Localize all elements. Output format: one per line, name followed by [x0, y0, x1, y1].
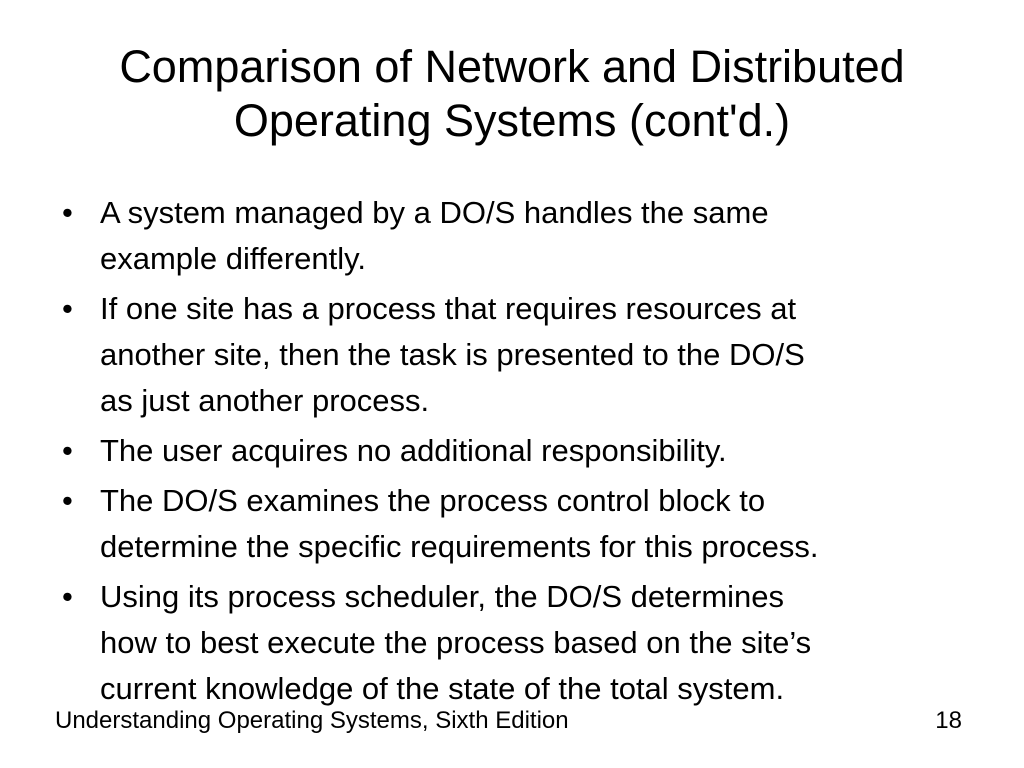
bullet-item-1 [56, 190, 976, 282]
bullet-1-line-1: A system managed by a DO/S handles the same [100, 195, 769, 230]
slide-title-line-1: Comparison of Network and Distributed [119, 41, 905, 92]
bullet-icon: • [62, 291, 73, 326]
bullet-icon: • [62, 579, 73, 614]
slide-title [40, 40, 984, 148]
bullet-5-line-1: Using its process scheduler, the DO/S determines [100, 579, 785, 614]
bullet-3-line-1: The user acquires no additional responsibility. [100, 433, 727, 468]
bullet-icon: • [62, 483, 73, 518]
bullet-2-line-3: as just another process. [100, 383, 430, 418]
bullet-item-4 [56, 478, 976, 570]
footer-book-title: Understanding Operating Systems, Sixth Edition [55, 707, 569, 734]
bullet-icon: • [62, 195, 73, 230]
bullet-4-line-2: determine the specific requirements for this process. [100, 529, 819, 564]
bullet-5-line-2: how to best execute the process based on the site’s [100, 625, 812, 660]
bullet-item-2 [56, 286, 976, 424]
slide-title-line-2: Operating Systems (cont'd.) [233, 95, 791, 146]
bullet-list [56, 190, 976, 716]
bullet-2-line-2: another site, then the task is presented to the DO/S [100, 337, 805, 372]
bullet-1-line-2: example differently. [100, 241, 366, 276]
bullet-item-5 [56, 574, 976, 712]
bullet-2-line-1: If one site has a process that requires resources at [100, 291, 797, 326]
bullet-item-3 [56, 428, 976, 474]
bullet-icon: • [62, 433, 73, 468]
bullet-5-line-3: current knowledge of the state of the total system. [100, 671, 785, 706]
page-number: 18 [935, 707, 962, 734]
bullet-4-line-1: The DO/S examines the process control block to [100, 483, 766, 518]
